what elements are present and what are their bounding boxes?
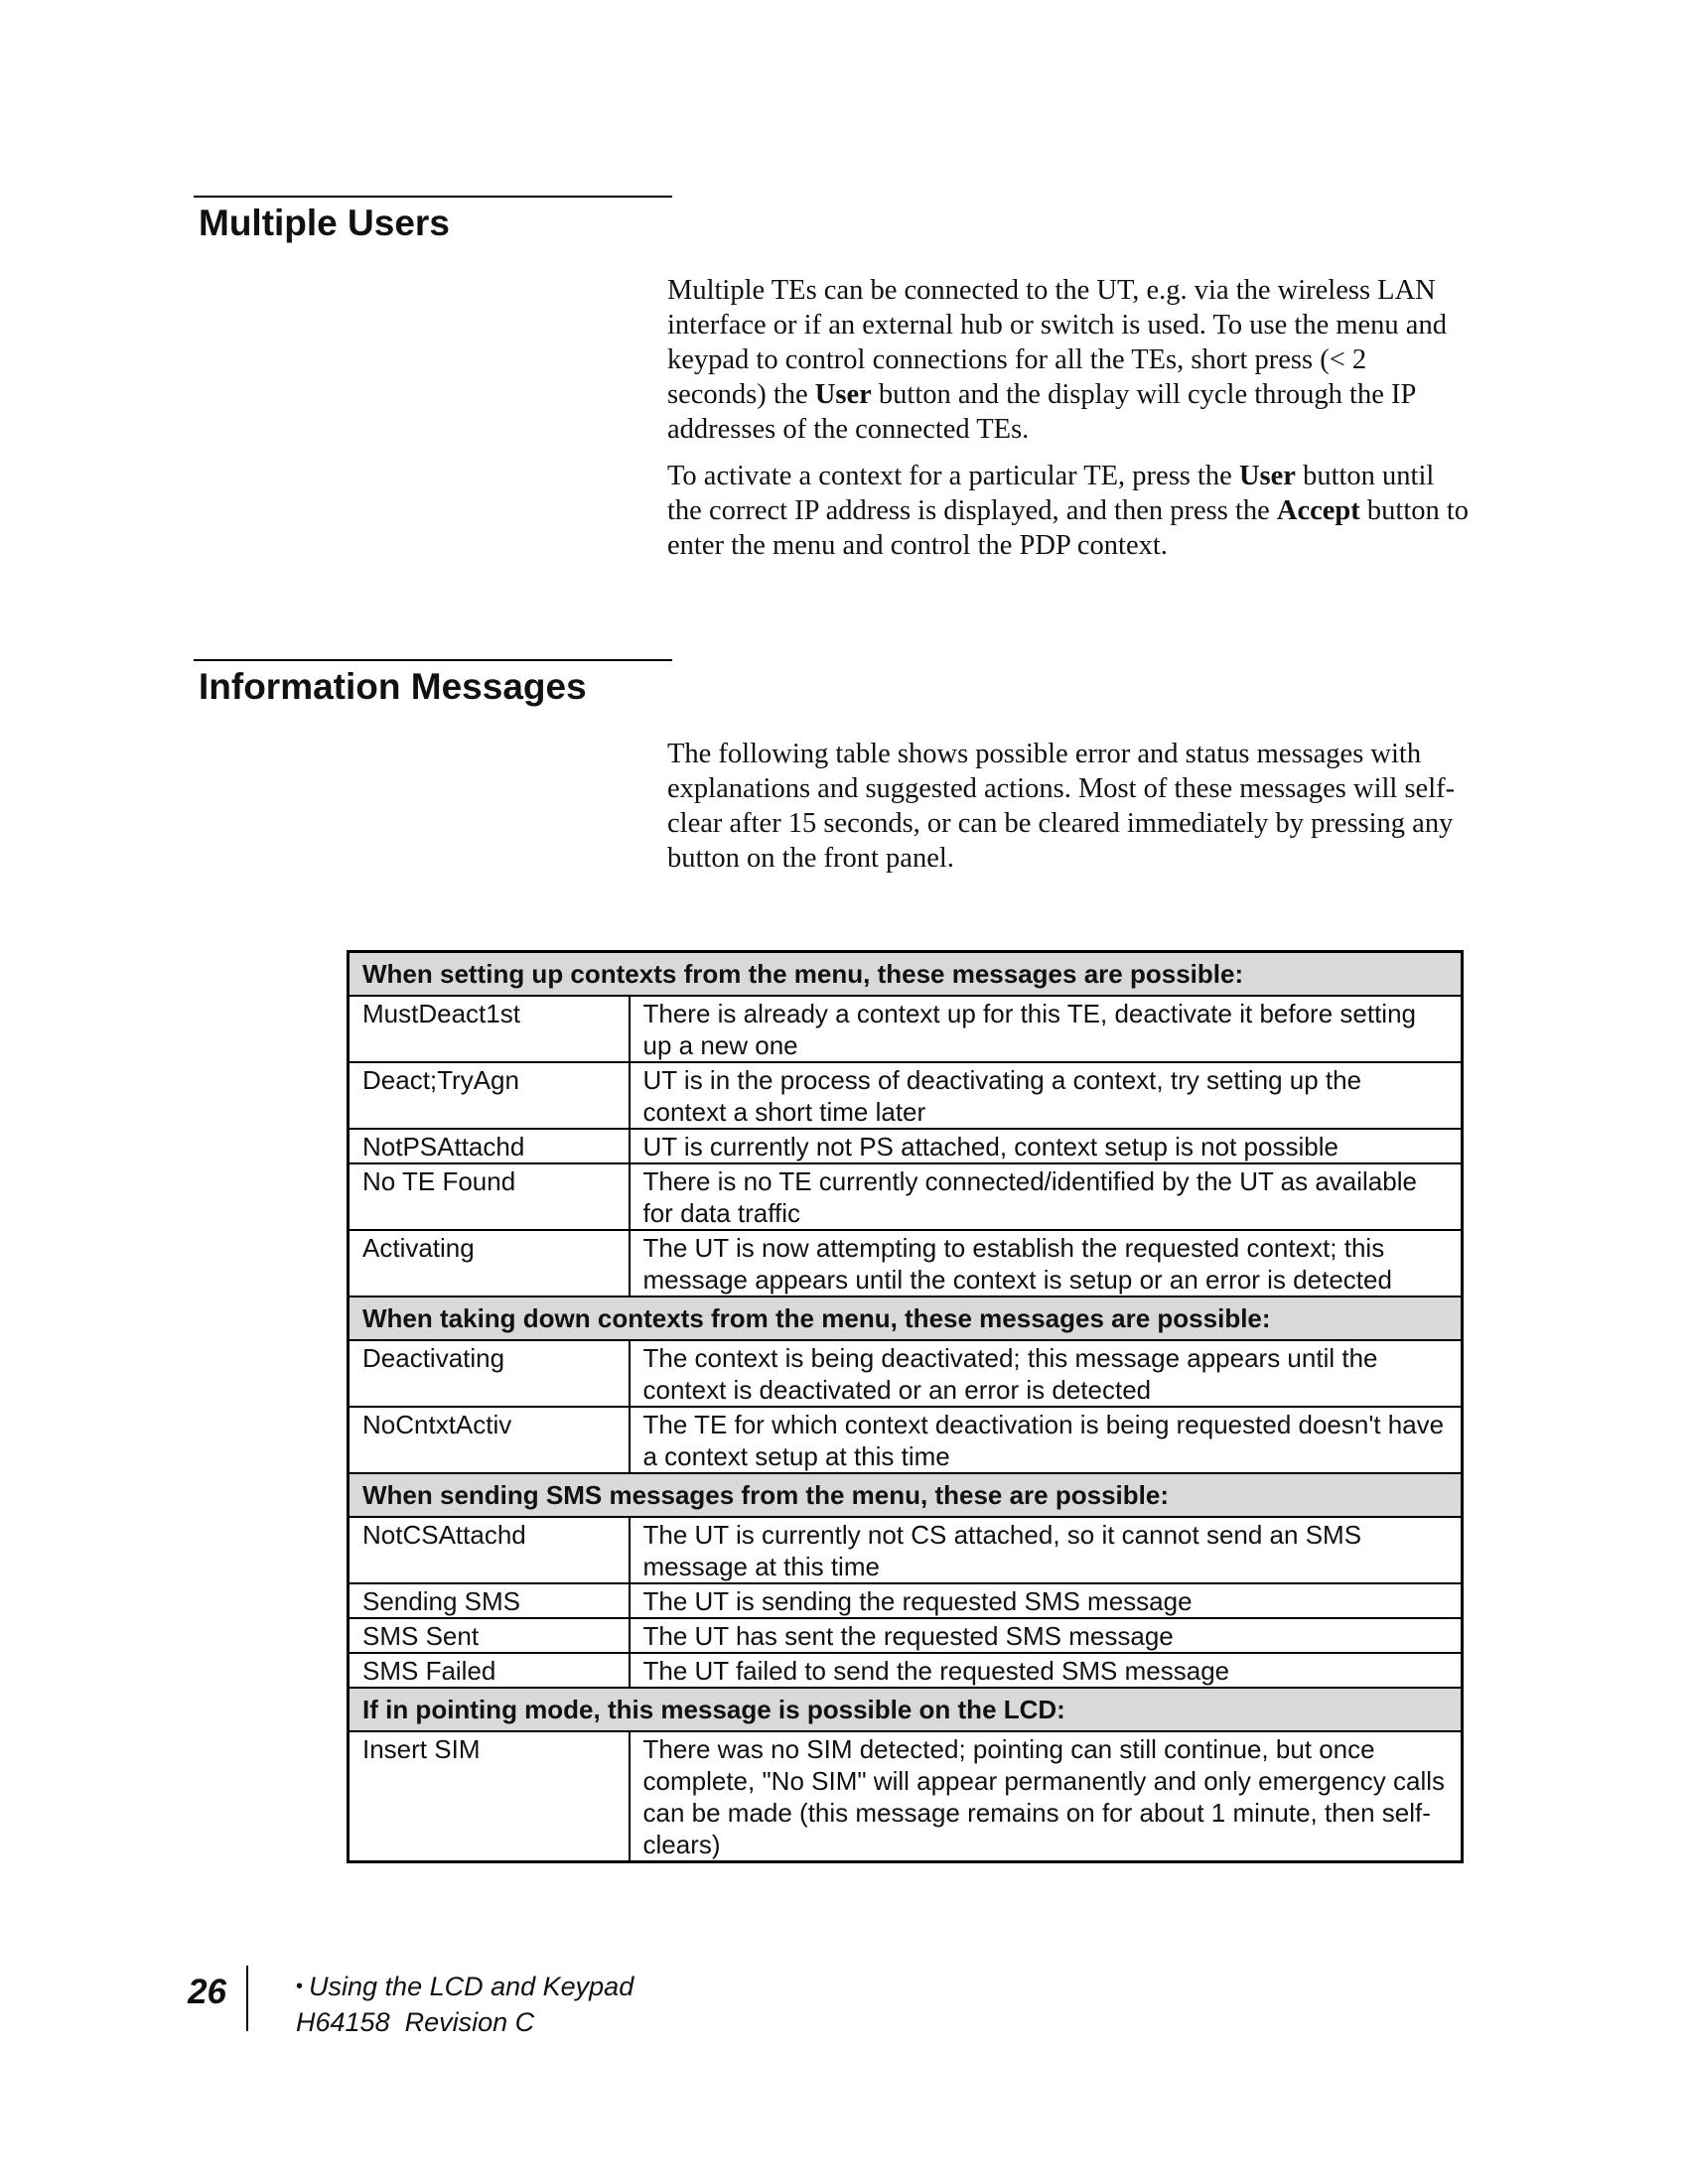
message-cell: Activating	[349, 1230, 630, 1297]
messages-table-body	[349, 952, 1463, 1862]
table-row	[349, 1340, 1463, 1407]
table-row	[349, 1062, 1463, 1129]
message-cell: MustDeact1st	[349, 996, 630, 1062]
description-cell: UT is in the process of deactivating a context, try setting up the context a short time later	[630, 1062, 1463, 1129]
table-group-header: When taking down contexts from the menu, these messages are possible:	[349, 1297, 1463, 1340]
table-row	[349, 1618, 1463, 1653]
bullet-icon: •	[296, 1976, 304, 1997]
paragraph-text: button to enter the menu and control the PDP context.	[667, 495, 1470, 561]
message-cell: Insert SIM	[349, 1731, 630, 1862]
message-cell: SMS Sent	[349, 1618, 630, 1653]
message-cell: SMS Failed	[349, 1653, 630, 1688]
footer-chapter: Using the LCD and Keypad	[309, 1972, 634, 2001]
message-cell: Deactivating	[349, 1340, 630, 1407]
section-title-information-messages: Information Messages	[199, 666, 587, 707]
message-cell: Sending SMS	[349, 1583, 630, 1618]
table-row	[349, 1129, 1463, 1163]
table-row	[349, 1163, 1463, 1230]
description-cell: The UT has sent the requested SMS message	[630, 1618, 1463, 1653]
section-title-multiple-users: Multiple Users	[199, 203, 450, 243]
paragraph-text: button until the correct IP address is displayed, and then press the	[667, 461, 1435, 526]
paragraph-text: Multiple TEs can be connected to the UT, e.g. via the wireless LAN interface or if an external hub or switch is used. To use the menu and keypad to control connections for all the TEs, short press (< 2 seconds) the	[667, 275, 1447, 410]
description-cell: There is no TE currently connected/identified by the UT as available for data traffic	[630, 1163, 1463, 1230]
table-group-header-row	[349, 1688, 1463, 1731]
paragraph-text: To activate a context for a particular TE, press the	[667, 461, 1239, 491]
footer-doc-id: H64158 Revision C	[296, 2007, 535, 2037]
description-cell: The UT is now attempting to establish the requested context; this message appears until the context is setup or an error is detected	[630, 1230, 1463, 1297]
description-cell: UT is currently not PS attached, context setup is not possible	[630, 1129, 1463, 1163]
section-rule-multiple-users	[194, 196, 672, 198]
page-number: 26	[188, 1973, 226, 2011]
description-cell: The TE for which context deactivation is being requested doesn't have a context setup at this time	[630, 1407, 1463, 1473]
table-group-header-row	[349, 1473, 1463, 1517]
message-cell: NoCntxtActiv	[349, 1407, 630, 1473]
table-row	[349, 1731, 1463, 1862]
information-messages-table	[347, 950, 1464, 1863]
information-messages-body	[667, 737, 1470, 887]
bold-term: Accept	[1276, 495, 1360, 526]
section-rule-information-messages	[194, 659, 672, 661]
footer-text	[296, 1971, 633, 2039]
table-row	[349, 1517, 1463, 1583]
message-cell: No TE Found	[349, 1163, 630, 1230]
description-cell: The UT failed to send the requested SMS message	[630, 1653, 1463, 1688]
table-group-header-row	[349, 952, 1463, 997]
table-row	[349, 1583, 1463, 1618]
footer-divider	[246, 1966, 248, 2031]
table-group-header-row	[349, 1297, 1463, 1340]
bold-term: User	[814, 379, 872, 410]
table-row	[349, 1407, 1463, 1473]
description-cell: There was no SIM detected; pointing can still continue, but once complete, "No SIM" will appear permanently and only emergency calls can be made (this message remains on for about 1 minute, then self-clears)	[630, 1731, 1463, 1862]
message-cell: NotCSAttachd	[349, 1517, 630, 1583]
paragraph-text: button and the display will cycle through the IP addresses of the connected TEs.	[667, 379, 1416, 445]
multiple-users-body	[667, 273, 1470, 575]
footer-chapter-line	[296, 1971, 633, 2006]
bold-term: User	[1238, 461, 1296, 491]
message-cell: Deact;TryAgn	[349, 1062, 630, 1129]
paragraph	[667, 459, 1470, 563]
table-row	[349, 996, 1463, 1062]
message-cell: NotPSAttachd	[349, 1129, 630, 1163]
description-cell: The UT is currently not CS attached, so it cannot send an SMS message at this time	[630, 1517, 1463, 1583]
table-group-header: When sending SMS messages from the menu, these are possible:	[349, 1473, 1463, 1517]
table-row	[349, 1230, 1463, 1297]
paragraph	[667, 273, 1470, 447]
paragraph-text: The following table shows possible error and status messages with explanations and suggested actions. Most of these messages will self-clear after 15 seconds, or can be cleared immediately by pressing any button on the front panel.	[667, 739, 1456, 874]
table-group-header: When setting up contexts from the menu, these messages are possible:	[349, 952, 1463, 997]
description-cell: The UT is sending the requested SMS message	[630, 1583, 1463, 1618]
table-group-header: If in pointing mode, this message is possible on the LCD:	[349, 1688, 1463, 1731]
description-cell: There is already a context up for this TE, deactivate it before setting up a new one	[630, 996, 1463, 1062]
table-row	[349, 1653, 1463, 1688]
description-cell: The context is being deactivated; this message appears until the context is deactivated or an error is detected	[630, 1340, 1463, 1407]
paragraph	[667, 737, 1470, 876]
